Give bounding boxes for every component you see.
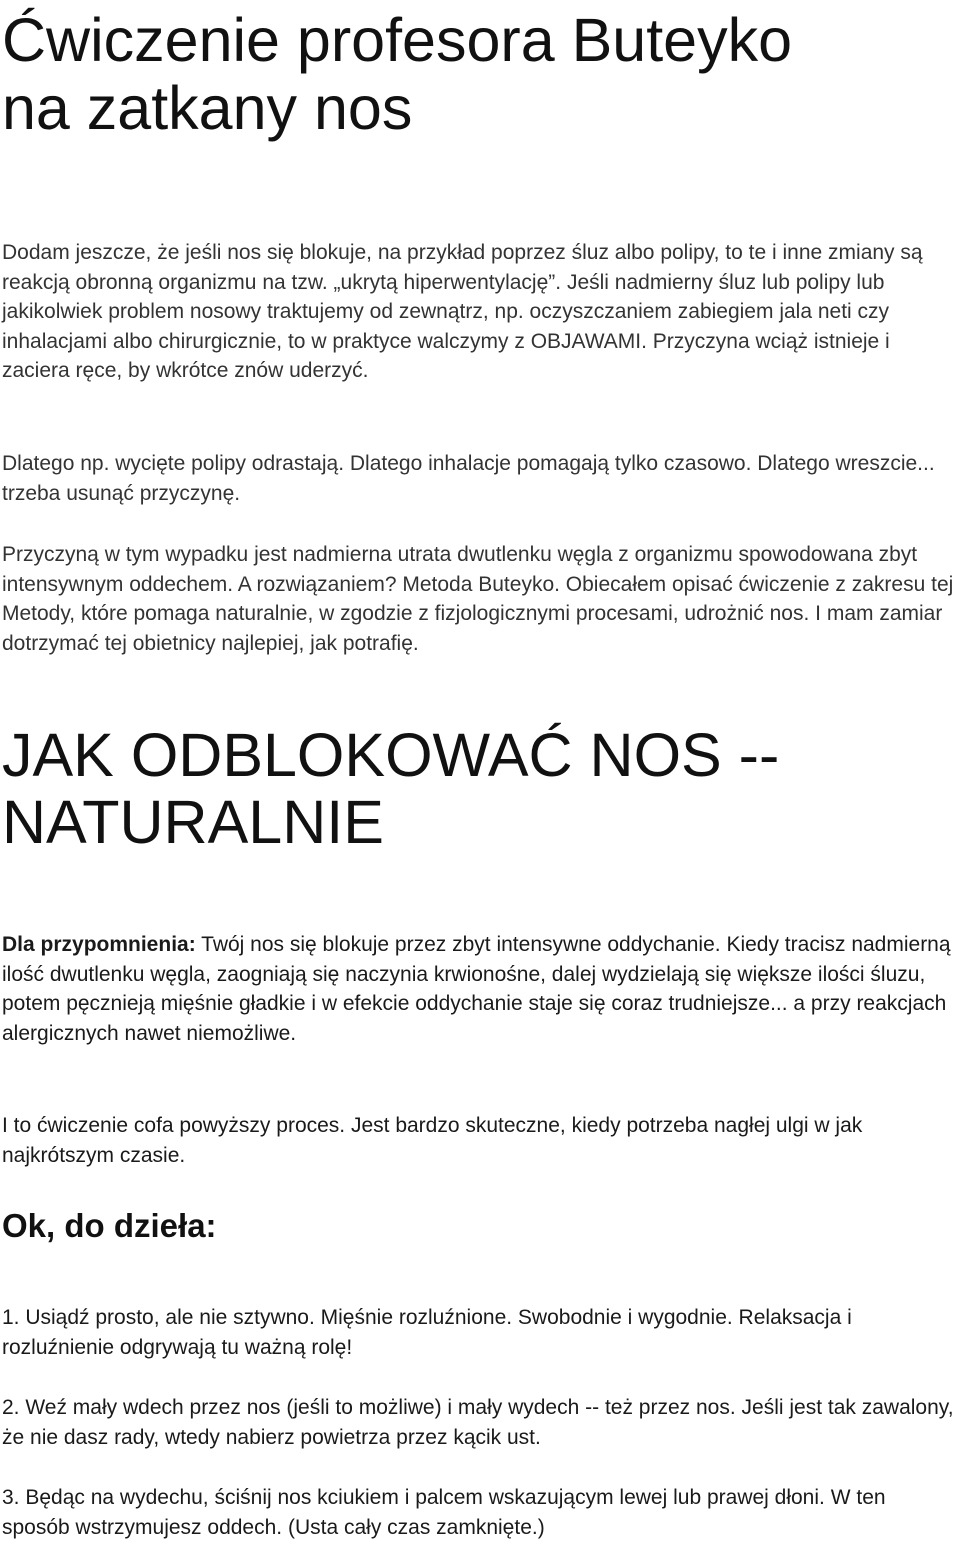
reminder-text: Twój nos się blokuje przez zbyt intensywne oddychanie. Kiedy tracisz nadmierną ilość dwutlenku węgla, zaogniają się naczynia krwionośne, dalej wydzielają się większe ilości śluzu, potem pęcznieją mięśnie gładkie i w efekcie oddychanie staje się coraz trudniejsze... a przy reakcjach alergicznych nawet niemożliwe. (2, 933, 951, 1045)
reminder-label: Dla przypomnienia: (2, 933, 196, 956)
intro-paragraph-2: Dlatego np. wycięte polipy odrastają. Dlatego inhalacje pomagają tylko czasowo. Dlatego wreszcie... trzeba usunąć przyczynę. (2, 452, 935, 505)
step-1: 1. Usiądź prosto, ale nie sztywno. Mięśnie rozluźnione. Swobodnie i wygodnie. Relaksacja i rozluźnienie odgrywają tu ważną rolę! (2, 1306, 852, 1359)
steps-heading: Ok, do dzieła: (2, 1207, 217, 1244)
reminder-paragraph (2, 930, 958, 1048)
page-title-line-2: na zatkany nos (2, 74, 413, 142)
reverse-paragraph: I to ćwiczenie cofa powyższy proces. Jest bardzo skuteczne, kiedy potrzeba nagłej ulgi w jak najkrótszym czasie. (2, 1114, 863, 1167)
step-3: 3. Będąc na wydechu, ściśnij nos kciukiem i palcem wskazującym lewej lub prawej dłoni. W ten sposób wstrzymujesz oddech. (Usta cały czas zamknięte.) (2, 1486, 886, 1539)
section-heading (2, 722, 958, 856)
section-heading-line-1: JAK ODBLOKOWAĆ NOS -- (2, 721, 780, 789)
page-title (2, 6, 958, 142)
section-heading-line-2: NATURALNIE (2, 788, 384, 856)
intro-paragraph-3: Przyczyną w tym wypadku jest nadmierna utrata dwutlenku węgla z organizmu spowodowana zbyt intensywnym oddechem. A rozwiązaniem? Metoda Buteyko. Obiecałem opisać ćwiczenie z zakresu tej Metody, które pomaga naturalnie, w zgodzie z fizjologicznymi procesami, udrożnić nos. I mam zamiar dotrzymać tej obietnicy najlepiej, jak potrafię. (2, 543, 954, 655)
intro-paragraph-1: Dodam jeszcze, że jeśli nos się blokuje, na przykład poprzez śluz albo polipy, to te i inne zmiany są reakcją obronną organizmu na tzw. „ukrytą hiperwentylację”. Jeśli nadmierny śluz lub polipy lub jakikolwiek problem nosowy traktujemy od zewnątrz, np. oczyszczaniem zabiegiem jala neti czy inhalacjami albo chirurgicznie, to w praktyce walczymy z OBJAWAMI. Przyczyna wciąż istnieje i zaciera ręce, by wkrótce znów uderzyć. (2, 241, 923, 382)
step-2: 2. Weź mały wdech przez nos (jeśli to możliwe) i mały wydech -- też przez nos. Jeśli jest tak zawalony, że nie dasz rady, wtedy nabierz powietrza przez kącik ust. (2, 1396, 954, 1449)
page-title-line-1: Ćwiczenie profesora Buteyko (2, 6, 792, 74)
